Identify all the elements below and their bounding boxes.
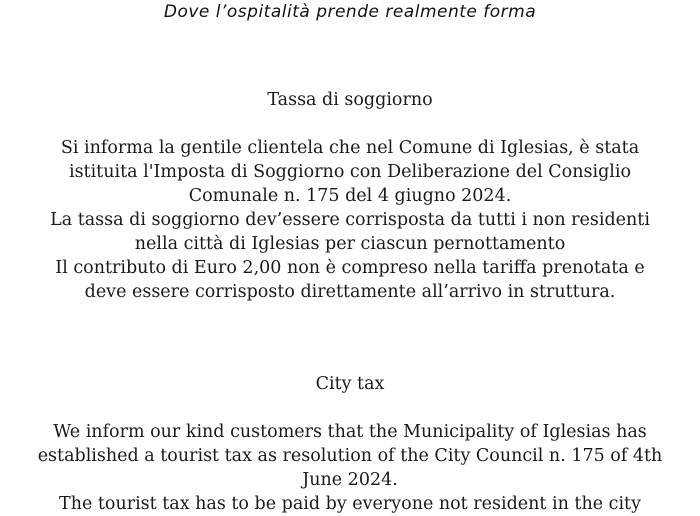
english-tax-section (0, 372, 700, 516)
english-body (0, 420, 700, 516)
italian-line: Si informa la gentile clientela che nel Comune di Iglesias, è stata (60, 138, 640, 158)
tagline: Dove l’ospitalità prende realmente forma (163, 2, 537, 22)
italian-body (0, 136, 700, 304)
italian-line: Comunale n. 175 del 4 giugno 2024. (188, 186, 512, 206)
english-line: The tourist tax has to be paid by everyone not resident in the city (59, 494, 641, 514)
english-heading: City tax (315, 374, 385, 394)
english-line: established a tourist tax as resolution of the City Council n. 175 of 4th (37, 446, 663, 466)
english-line: We inform our kind customers that the Municipality of Iglesias has (53, 422, 647, 442)
italian-line: deve essere corrisposto direttamente all’arrivo in struttura. (84, 282, 616, 302)
italian-line: istituita l'Imposta di Soggiorno con Deliberazione del Consiglio (68, 162, 632, 182)
italian-line: La tassa di soggiorno dev’essere corrisposta da tutti i non residenti (50, 210, 650, 230)
italian-line: nella città di Iglesias per ciascun pernottamento (134, 234, 566, 254)
italian-tax-section (0, 88, 700, 304)
english-line: June 2024. (302, 470, 398, 490)
italian-line: Il contributo di Euro 2,00 non è compreso nella tariffa prenotata e (55, 258, 645, 278)
italian-heading: Tassa di soggiorno (267, 90, 433, 110)
